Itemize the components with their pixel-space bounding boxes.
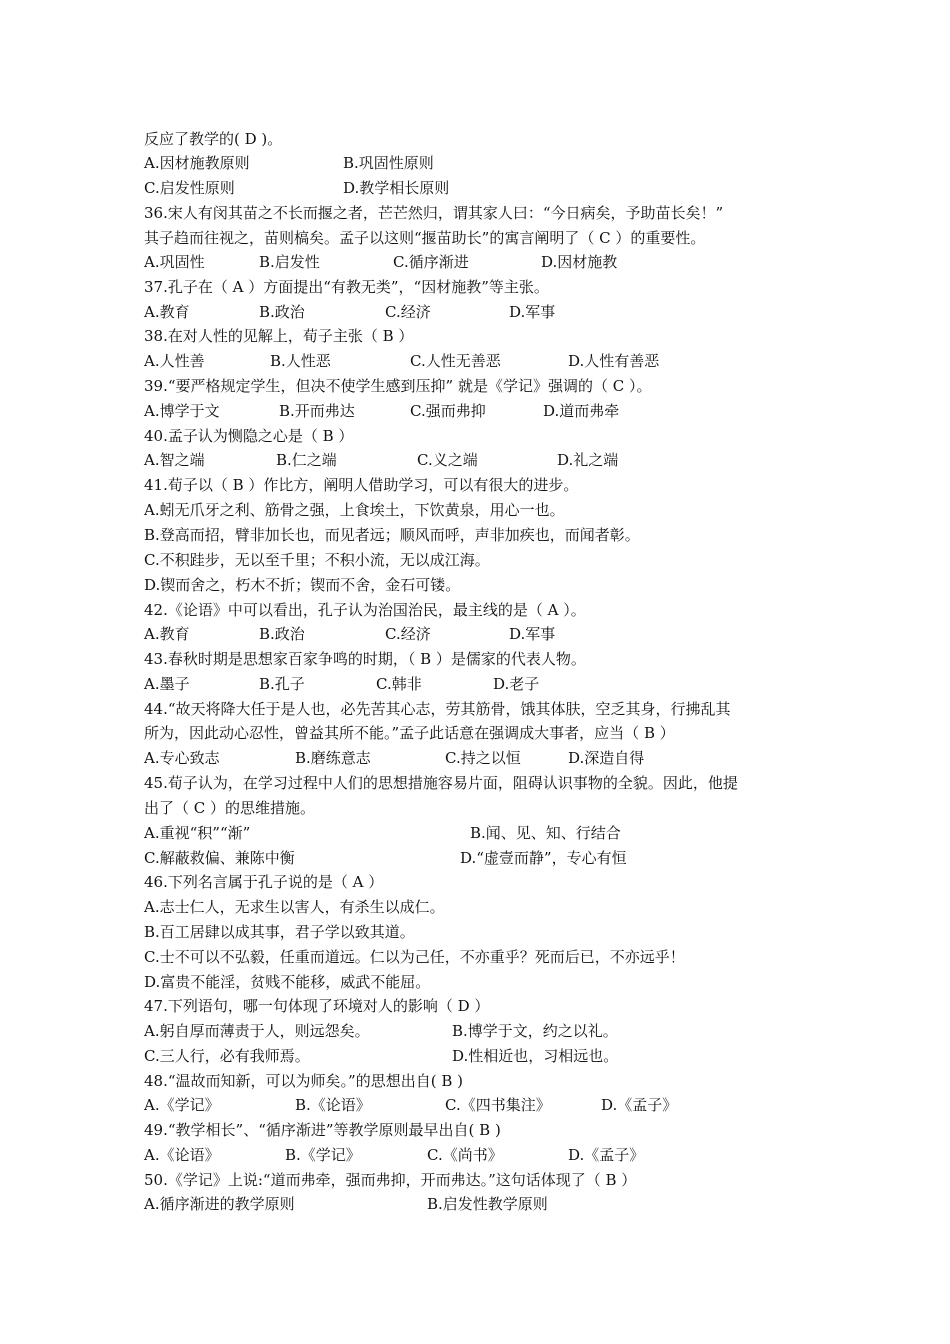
option-text: A.重视“积”“渐” [144, 824, 251, 842]
option-text: A.教育 [144, 303, 190, 321]
option-text: D.军事 [509, 303, 556, 321]
option-text: D.性相近也，习相远也。 [452, 1047, 619, 1065]
option-text: B.启发性 [259, 253, 320, 271]
option-text: B.《论语》 [295, 1096, 371, 1114]
line-text: 43.春秋时期是思想家百家争鸣的时期，（ B ）是儒家的代表人物。 [144, 650, 586, 668]
line-text: 49.“教学相长”、“循序渐进”等教学原则最早出自( B ) [144, 1121, 501, 1139]
option-text: B.《学记》 [285, 1146, 361, 1164]
line-text: 36.宋人有闵其苗之不长而揠之者，芒芒然归，谓其家人曰：“今日病矣，予助苗长矣！” [144, 204, 724, 222]
line-text: 其子趋而往视之，苗则槁矣。孟子以这则“揠苗助长”的寓言阐明了（ C ）的重要性。 [144, 229, 706, 247]
line-text: 47.下列语句，哪一句体现了环境对人的影响（ D ） [144, 997, 490, 1015]
line-text: A.志士仁人，无求生以害人，有杀生以成仁。 [144, 898, 445, 916]
option-text: D.军事 [509, 625, 556, 643]
line-text: C.士不可以不弘毅，任重而道远。仁以为己任，不亦重乎？死而后已，不亦远乎！ [144, 948, 685, 966]
option-text: C.三人行，必有我师焉。 [144, 1047, 310, 1065]
option-text: C.人性无善恶 [410, 352, 501, 370]
line-text: 出了（ C ）的思维措施。 [144, 799, 316, 817]
option-text: A.人性善 [144, 352, 205, 370]
line-text: 45.荀子认为，在学习过程中人们的思想措施容易片面，阻碍认识事物的全貌。因此，他提 [144, 774, 738, 792]
option-text: B.博学于文，约之以礼。 [452, 1022, 618, 1040]
line-text: B.百工居肆以成其事，君子学以致其道。 [144, 923, 415, 941]
option-text: B.政治 [259, 625, 305, 643]
line-text: 39.“要严格规定学生，但决不使学生感到压抑” 就是《学记》强调的（ C ）。 [144, 377, 652, 395]
option-text: B.磨练意志 [295, 749, 371, 767]
line-text: 40.孟子认为恻隐之心是（ B ） [144, 427, 354, 445]
option-text: A.躬自厚而薄责于人，则远怨矣。 [144, 1022, 370, 1040]
option-text: C.经济 [385, 303, 431, 321]
line-text: 38.在对人性的见解上，荀子主张（ B ） [144, 327, 414, 345]
line-text: 48.“温故而知新，可以为师矣。”的思想出自( B ) [144, 1072, 463, 1090]
option-text: B.孔子 [259, 675, 305, 693]
option-text: C.强而弗抑 [410, 402, 486, 420]
option-text: A.专心致志 [144, 749, 220, 767]
option-text: A.博学于文 [144, 402, 220, 420]
option-text: D.深造自得 [568, 749, 645, 767]
option-text: D.因材施教 [541, 253, 618, 271]
line-text: 41.荀子以（ B ）作比方，阐明人借助学习，可以有很大的进步。 [144, 476, 579, 494]
option-text: C.义之端 [417, 451, 478, 469]
option-text: A.墨子 [144, 675, 190, 693]
line-text: C.不积跬步，无以至千里；不积小流，无以成江海。 [144, 551, 490, 569]
line-text: B.登高而招，臂非加长也，而见者远；顺风而呼，声非加疾也，而闻者彰。 [144, 526, 640, 544]
option-text: A.教育 [144, 625, 190, 643]
option-text: C.启发性原则 [144, 179, 235, 197]
option-text: D.“虚壹而静”，专心有恒 [460, 849, 627, 867]
option-text: B.政治 [259, 303, 305, 321]
option-text: D.《孟子》 [601, 1096, 678, 1114]
line-text: 37.孔子在（ A ）方面提出“有教无类”，“因材施教”等主张。 [144, 278, 549, 296]
option-text: A.巩固性 [144, 253, 205, 271]
option-text: B.启发性教学原则 [427, 1195, 548, 1213]
option-text: D.教学相长原则 [343, 179, 450, 197]
line-text: 反应了教学的( D )。 [144, 130, 283, 148]
option-text: A.智之端 [144, 451, 205, 469]
option-text: C.循序渐进 [393, 253, 469, 271]
option-text: D.礼之端 [557, 451, 619, 469]
line-text: 46.下列名言属于孔子说的是（ A ） [144, 873, 384, 891]
option-text: C.经济 [385, 625, 431, 643]
option-text: A.《论语》 [144, 1146, 220, 1164]
option-text: B.闻、见、知、行结合 [470, 824, 621, 842]
option-text: B.巩固性原则 [343, 154, 434, 172]
option-text: C.《四书集注》 [445, 1096, 551, 1114]
option-text: A.《学记》 [144, 1096, 220, 1114]
option-text: B.开而弗达 [279, 402, 355, 420]
option-text: C.《尚书》 [427, 1146, 503, 1164]
option-text: D.人性有善恶 [568, 352, 660, 370]
line-text: A.蚓无爪牙之利、筋骨之强，上食埃土，下饮黄泉，用心一也。 [144, 501, 565, 519]
option-text: D.老子 [493, 675, 540, 693]
line-text: 所为，因此动心忍性，曾益其所不能。”孟子此话意在强调成大事者，应当（ B ） [144, 724, 675, 742]
option-text: A.循序渐进的教学原则 [144, 1195, 295, 1213]
option-text: A.因材施教原则 [144, 154, 250, 172]
line-text: D.锲而舍之，朽木不折；锲而不舍，金石可镂。 [144, 576, 461, 594]
option-text: D.道而弗牵 [543, 402, 620, 420]
line-text: 42.《论语》中可以看出，孔子认为治国治民，最主线的是（ A ）。 [144, 601, 586, 619]
option-text: D.《孟子》 [568, 1146, 645, 1164]
option-text: B.人性恶 [270, 352, 331, 370]
option-text: B.仁之端 [276, 451, 337, 469]
option-text: C.解蔽救偏、兼陈中衡 [144, 849, 295, 867]
line-text: 44.“故天将降大任于是人也，必先苦其心志，劳其筋骨，饿其体肤，空乏其身，行拂乱其 [144, 700, 731, 718]
line-text: 50.《学记》上说:“道而弗牵，强而弗抑，开而弗达。”这句话体现了（ B ） [144, 1171, 637, 1189]
option-text: C.持之以恒 [445, 749, 521, 767]
line-text: D.富贵不能淫，贫贱不能移，威武不能屈。 [144, 973, 431, 991]
option-text: C.韩非 [376, 675, 422, 693]
